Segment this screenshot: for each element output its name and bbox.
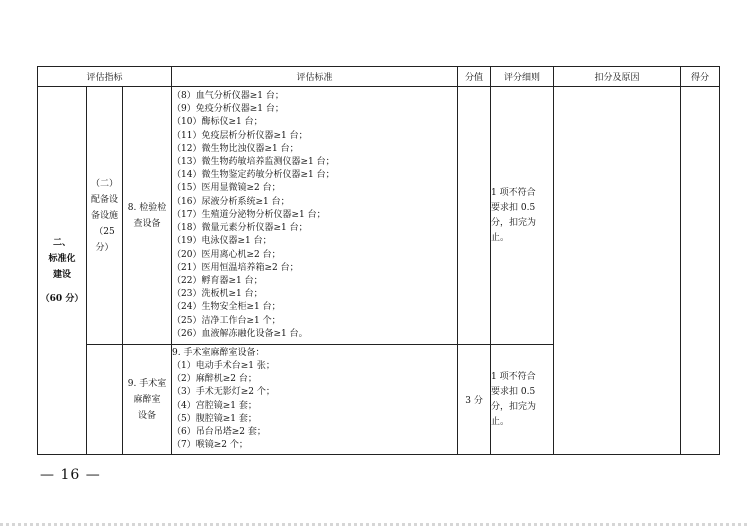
standard-line: （4）宫腔镜≥1 套；	[172, 400, 257, 411]
standard-line: （21）医用恒温培养箱≥2 台；	[172, 262, 299, 273]
level2-line: 配备设	[90, 194, 118, 205]
standard-line: （17）生殖道分泌物分析仪器≥1 台；	[172, 209, 326, 220]
standard-line: （20）医用离心机≥2 台；	[172, 249, 281, 260]
deduct-cell	[554, 87, 681, 455]
scan-edge-divider	[0, 523, 750, 526]
rule-cell	[491, 345, 554, 455]
rule-line: 止。	[491, 416, 510, 427]
level3-line: 麻醉室	[133, 394, 161, 405]
header-deduct: 扣分及原因	[554, 67, 681, 87]
level1-line: 标准化	[48, 253, 76, 264]
standard-line: （6）吊台吊塔≥2 套；	[172, 426, 266, 437]
standard-line: 9. 手术室麻醉室设备：	[172, 347, 265, 358]
rule-line: 1 项不符合	[491, 371, 536, 382]
page-number: — 16 —	[40, 467, 101, 483]
score-cell	[458, 87, 491, 345]
standard-line: （14）微生物鉴定药敏分析仪器≥1 台；	[172, 170, 335, 181]
level3-line: 8. 检验检	[127, 202, 167, 213]
level3-indicator-cell	[123, 87, 172, 345]
level1-line: （60 分）	[40, 293, 84, 304]
level2-line: （二）	[90, 178, 118, 189]
standard-line: （23）洗板机≥1 台；	[172, 289, 263, 300]
standard-line: （8）血气分析仪器≥1 台；	[172, 91, 284, 102]
standard-line: （12）微生物比浊仪器≥1 台；	[172, 143, 299, 154]
level2-line: （25	[94, 226, 115, 237]
level1-line: 建设	[52, 269, 71, 280]
level1-line: 二、	[52, 237, 71, 248]
table-header-row	[38, 67, 720, 87]
standard-line: （15）医用显微镜≥2 台；	[172, 183, 281, 194]
table-row	[38, 87, 720, 345]
header-score: 分值	[458, 67, 491, 87]
standard-cell	[172, 345, 458, 455]
standard-line: （11）免疫层析分析仪器≥1 台；	[172, 130, 308, 141]
level2-line: 备设施	[90, 210, 118, 221]
level3-line: 查设备	[133, 218, 161, 229]
standard-line: （25）洁净工作台≥1 个；	[172, 315, 281, 326]
standard-line: （9）免疫分析仪器≥1 台；	[172, 104, 284, 115]
standard-line: （18）微量元素分析仪器≥1 台；	[172, 223, 308, 234]
standard-line: （5）腹腔镜≥1 套；	[172, 413, 257, 424]
standard-line: （10）酶标仪≥1 台；	[172, 117, 263, 128]
standard-line: （3）手术无影灯≥2 个；	[172, 387, 275, 398]
points-cell	[681, 87, 720, 455]
level1-indicator-cell	[38, 87, 87, 455]
header-points: 得分	[681, 67, 720, 87]
level3-line: 设备	[138, 410, 157, 421]
standard-line: （13）微生物药敏培养监测仪器≥1 台；	[172, 157, 335, 168]
standard-line: （1）电动手术台≥1 张；	[172, 360, 275, 371]
rule-line: 分，扣完为	[491, 401, 537, 412]
rule-line: 要求扣 0.5	[491, 386, 536, 397]
header-standard: 评估标准	[172, 67, 458, 87]
score-cell: 3 分	[458, 345, 491, 455]
standard-line: （26）血液解冻融化设备≥1 台。	[172, 328, 308, 339]
header-indicator: 评估指标	[38, 67, 172, 87]
header-rule: 评分细则	[491, 67, 554, 87]
standard-line: （22）孵育器≥1 台；	[172, 275, 263, 286]
rule-line: 1 项不符合	[491, 187, 536, 198]
level3-indicator-cell	[123, 345, 172, 455]
rule-cell	[491, 87, 554, 345]
standard-line: （2）麻醉机≥2 台；	[172, 374, 257, 385]
level2-continued-cell	[87, 345, 123, 455]
level2-indicator-cell	[87, 87, 123, 345]
standard-line: （16）尿液分析系统≥1 台；	[172, 196, 290, 207]
standard-line: （19）电泳仪器≥1 台；	[172, 236, 272, 247]
standard-line: （7）喉镜≥2 个；	[172, 440, 248, 451]
evaluation-table	[37, 66, 720, 455]
standard-line: （24）生物安全柜≥1 台；	[172, 302, 281, 313]
standard-cell	[172, 87, 458, 345]
level2-line: 分）	[95, 242, 114, 253]
rule-line: 分，扣完为	[491, 217, 537, 228]
rule-line: 止。	[491, 232, 510, 243]
level3-line: 9. 手术室	[127, 378, 167, 389]
rule-line: 要求扣 0.5	[491, 202, 536, 213]
